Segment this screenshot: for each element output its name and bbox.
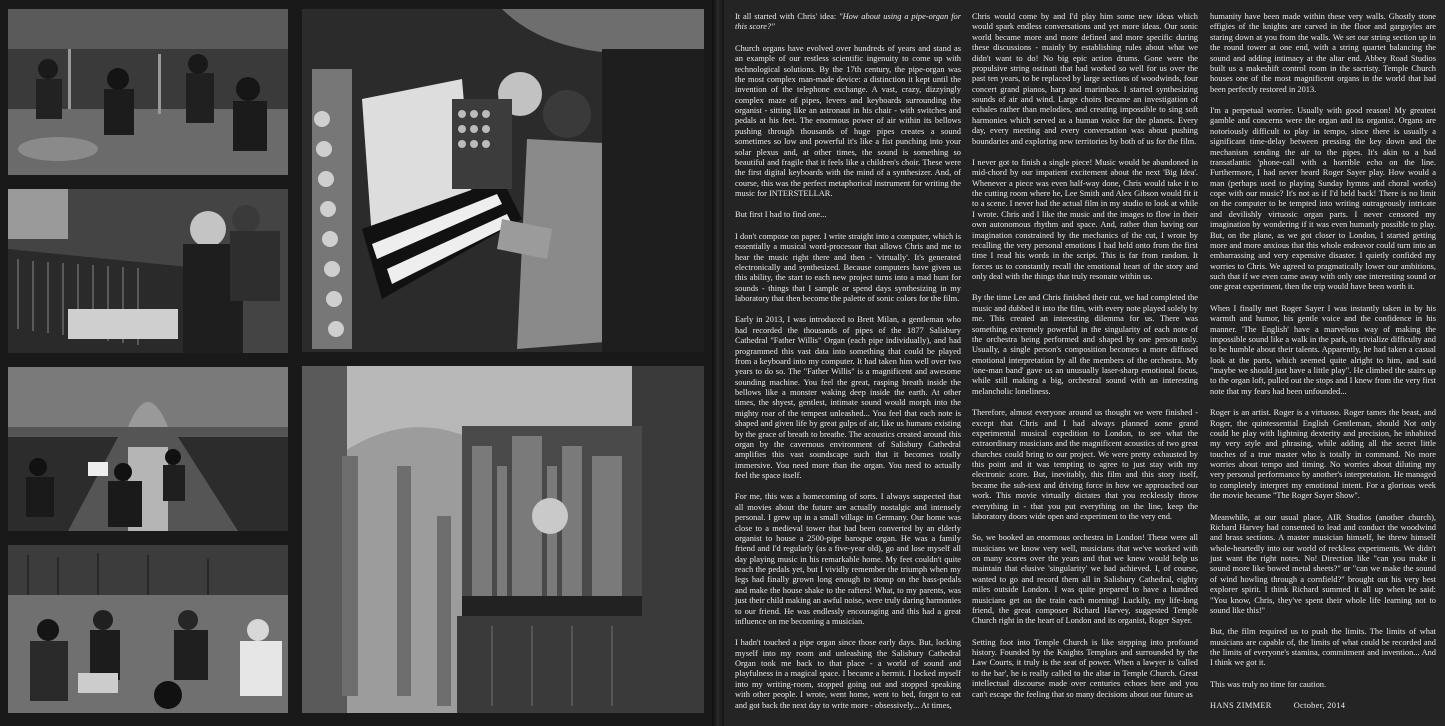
signature-name: HANS ZIMMER <box>1210 701 1272 711</box>
page-gutter <box>712 0 724 726</box>
signature <box>1210 701 1436 711</box>
musicians-in-circle-photo <box>8 545 288 713</box>
paragraph: I never got to finish a single piece! Music would be abandoned in mid-chord by our impatient excitement about the next 'Big Idea'. Whenever a piece was even half-way done, Chris would take it to the cutting room where he, Lee Smith and Alex Gibson would fit it to a scene. I never had the actual film in my studio to look at while I wrote. Chris and I like the music and the images to flow in their own autonomous rhythm and space. And, rather than having our imagination constrained by the mechanics of the cut, I wrote by recalling the very personal emotions I had held onto from the first time I read his words in the script. This is far from random. It forces us to constantly recall the emotional heart of the story and only deal with the things that truly resonate within us. <box>972 157 1198 281</box>
paragraph: I'm a perpetual worrier. Usually with good reason! My greatest gamble and concerns were the organ and its organist. Organs are notoriously difficult to play in tempo, since there is usually a significant time-delay between pressing the key down and the mechanism sending the air to the pipes. It's akin to a bad transatlantic 'phone-call with a horrible echo on the line. Furthermore, I had never heard Roger Sayer play. How would a man (perhaps used to playing Sunday hymns and choral works) cope with our music? It's not as if I'd held back! There is no limit on the computer to be tempted into writing outrageously intricate and devilishly virtuosic organ parts. I never censored my imagination by wondering if it was even humanly possible to play. But, on the plane, as we got closer to London, I started getting more and more anxious that this whole endeavor could turn into an embarrassing and very expensive disaster. I quietly confided my worries to Chris. We agreed to pragmatically lower our ambitions, such that if we even came away with only one interesting sound or one great experiment, then the trip would have been worth it. <box>1210 106 1436 292</box>
text-column-1 <box>735 12 961 722</box>
paragraph: Meanwhile, at our usual place, AIR Studios (another church), Richard Harvey had consented to lead and conduct the woodwind and brass sections. A master musician himself, he threw himself whole-heartedly into our world of reckless experiments. We didn't just want the right notes. No! Direction like "can you make it sound more like bowed metal sheets?" or "can we make the sound of wind howling through a cornfield?" brought out his very best explorer spirit. I think Richard summed it all up when he said: "You know, Chris, they've spent their whole life learning not to sound like this!" <box>1210 512 1436 615</box>
temple-church-organ-photo <box>302 366 704 713</box>
paragraph: This was truly no time for caution. <box>1210 679 1327 689</box>
paragraph: Roger is an artist. Roger is a virtuoso. Roger tames the beast, and Roger, the quintessential English Gentleman, should Not only could he play with lightning dexterity and precision, he inhabited my very style and phrasing, while adding all the secret little touches of a true master who is totally in command. No more worries about tempo and timing. No worries about diluting my very personal performance by another's interpretation. He managed to completely interpret my emotional intent. For a glorious week the movie became "The Roger Sayer Show". <box>1210 408 1436 501</box>
photo-collage-page <box>0 0 712 726</box>
opening-paragraph <box>735 12 961 33</box>
paragraph: humanity have been made within these very walls. Ghostly stone effigies of the knights are carved in the floor and gargoyles are staring down at you from the walls. We set our string section up in the round tower at one end, with a string quartet balancing the sound and adding intimacy at the altar end. Abbey Road Studios built us a makeshift control room in the sacristy. Temple Church houses one of the most magnificent organs in the world that had been perfectly restored in 2013. <box>1210 12 1436 94</box>
paragraph: Therefore, almost everyone around us thought we were finished - except that Chris and I had always planned some grand experimental musical expedition to London, to see what the extraordinary musicians and the magnificent acoustics of two great churches could bring to our project. We were pretty exhausted by this point and it was tempting to agree to just stay with my electronic score. But, inevitably, this film and this story itself, became the sub-text and driving force in how we approached our work. This movie virtually dictates that you recklessly throw everything in - that you put everything on the line, keep the laboratory doors wide open and experiment to the very end. <box>972 408 1198 521</box>
paragraph: But, the film required us to push the limits. The limits of what musicians are capable of, the limits of what could be recorded and the limits of everyone's stamina, commitment and invention... And I think we got it. <box>1210 627 1436 668</box>
signature-date: October, 2014 <box>1293 701 1346 711</box>
paragraph: Chris would come by and I'd play him some new ideas which would spark endless conversations and yet more ideas. Our sonic world became more and more defined and more specific during these discussions - mainly by establishing rules about what we didn't want to do! No big epic action drums. Gone were the propulsive string ostinati that had worked so well for us over the past ten years, to be replaced by large sections of woodwinds, four concert grand pianos, harp and marimbas. I started synthesizing sounds of air and wind. Large choirs became an investigation of exhales rather than melodies, and creating impossible to sing soft harmonies which served as a human voice for the planets. Every day, every meeting and every conversation was about pushing boundaries and exploring new territories by both of us for the film. <box>972 12 1198 146</box>
liner-notes-page <box>724 0 1445 726</box>
paragraph: Church organs have evolved over hundreds of years and stand as an example of our restless scientific ingenuity to come up with technological solutions. By the 17th century, the pipe-organ was the most complex man-made device: a distinction it kept until the invention of the telephone exchange. A vast, crazy, dizzyingly complex maze of pipes, levers and keyboards surrounding the organist - sitting like an astronaut in his chair - with switches and pedals at his feet. The enormous power of air within its bellows pushing through thousands of huge pipes creates a sound sometimes so low and powerful it's like a fist punching into your solar plexus and, at other times, the sound is something so beautiful and fragile that it feels like a children's choir. These were the first digital keyboards with the mind of a synthesizer. And, of course, this was the perfect metaphorical instrument for writing the music for INTERSTELLAR. <box>735 43 961 198</box>
opening-quote: "How about using a pipe-organ for this score?" <box>735 12 961 32</box>
paragraph: For me, this was a homecoming of sorts. I always suspected that all movies about the future are actually nostalgic and intensely personal. I grew up in a small village in Germany. Our home was close to a medieval tower that had been converted by an elderly organist to house a 2500-pipe baroque organ. He was a family friend and I'd regularly (as a five-year old), go and lose myself all day playing music in his remarkable home. My feet couldn't quite reach the pedals yet, but I vividly remember the triumph when my legs had finally grown long enough to stomp on the bass-pedals and make the house shake to the rafters! What, to my parents, was just their child making an awful noise, were truly daring harmonies to our friend. He was endlessly encouraging and this had a great influence on me becoming a musician. <box>735 492 961 626</box>
paragraph: I hadn't touched a pipe organ since those early days. But, locking myself into my room and unleashing the Salisbury Cathedral Organ took me back to that place - a world of sound and playfulness in a magical space. I became a hermit. I locked myself into my writing-room, stopped going out and stopped speaking with other people. I wrote, went home, went to bed, forgot to eat and got back the next day to write more - obsessively... At times, <box>735 638 961 710</box>
paragraph: Setting foot into Temple Church is like stepping into profound history. Founded by the Knights Templars and surrounded by the Law Courts, it truly is the seat of power. When a lawyer is 'called to the bar', he is really called to the altar in Temple Church. Great intellectual discourse made over centuries echoes here and you can't escape the feeling that so many decisions about our future as <box>972 637 1198 699</box>
orchestra-rehearsal-photo <box>8 9 288 175</box>
organist-at-pipe-organ-photo <box>302 9 704 352</box>
paragraph: But first I had to find one... <box>735 210 827 220</box>
text-column-2 <box>972 12 1198 711</box>
mixing-console-photo <box>8 189 288 353</box>
church-interior-musicians-photo <box>8 367 288 531</box>
paragraph: By the time Lee and Chris finished their cut, we had completed the music and dubbed it into the film, with every note played solely by me. This created an interesting dilemma for us. There was something extremely powerful in the singularity of each note of the orchestra being performed and shaped by one person only. Usually, a single person's composition becomes a more diffused emotional interpretation by all the members of the orchestra. My 'one-man band' gave us an unusually laser-sharp emotional focus, while still making a big, orchestral sound with an interesting melancholic loneliness. <box>972 293 1198 396</box>
paragraph: I don't compose on paper. I write straight into a computer, which is essentially a musical word-processor that allows Chris and me to hear the music right there and then - 'virtually'. It's generated electronically and synthesized. Because computers have given us this ability, the start to each new project turns into a mad hunt for sounds - things that I sample or spend days synthesizing in my laboratory that then become the palette of sonic colors for the film. <box>735 231 961 303</box>
opening-lead: It all started with Chris' idea: <box>735 12 840 21</box>
paragraph: So, we booked an enormous orchestra in London! These were all musicians we know very well, musicians that we've worked with on many scores over the years and that we knew would help us maintain that elusive 'singularity' we had achieved. I, of course, wanted to go and record them all in Salisbury Cathedral, eighty miles outside London. I was quite prepared to have a hundred musicians get on the train each morning! Luckily, my life-long friend, the great composer Richard Harvey, suggested Temple Church right in the heart of London and its organist, Roger Sayer. <box>972 533 1198 626</box>
paragraph: When I finally met Roger Sayer I was instantly taken in by his warmth and humor, his gentle voice and the confidence in his manner. 'The English' have a marvelous way of making the impossible sound like a walk in the park, to trivialize difficulty and to be humble about their talents. Apparently, he had taken a casual look at the parts, which seemed quite alright to him, and said "maybe we should just have a little play". He climbed the stairs up to the organ loft, pulled out the stops and I knew from the very first note that my fears had been unfounded... <box>1210 303 1436 396</box>
text-column-3 <box>1210 12 1436 712</box>
paragraph: Early in 2013, I was introduced to Brett Milan, a gentleman who had recorded the thousands of pipes of the 1877 Salisbury Cathedral "Father Willis" Organ (each pipe individually), and had programmed this vast data into something that could be played from a keyboard into my computer. It had taken him well over two years to do so. The "Father Willis" is a magnificent and awesome sounding machine. You feel the great, rasping breath inside the bellows like a monster waking deep inside the earth. At other times, the shyest, gentlest, intimate sound would morph into the mighty roar of the tempest unleashed... You feel that each note is shaped and given life by great gulps of air, like us humans existing by the grace of breath to breathe. The acoustics created around this organ by the cavernous environment of Salisbury Cathedral amplifies this vast soundscape such that it becomes totally immersive. You need more than the organ. You need to actually feel the space itself. <box>735 315 961 480</box>
